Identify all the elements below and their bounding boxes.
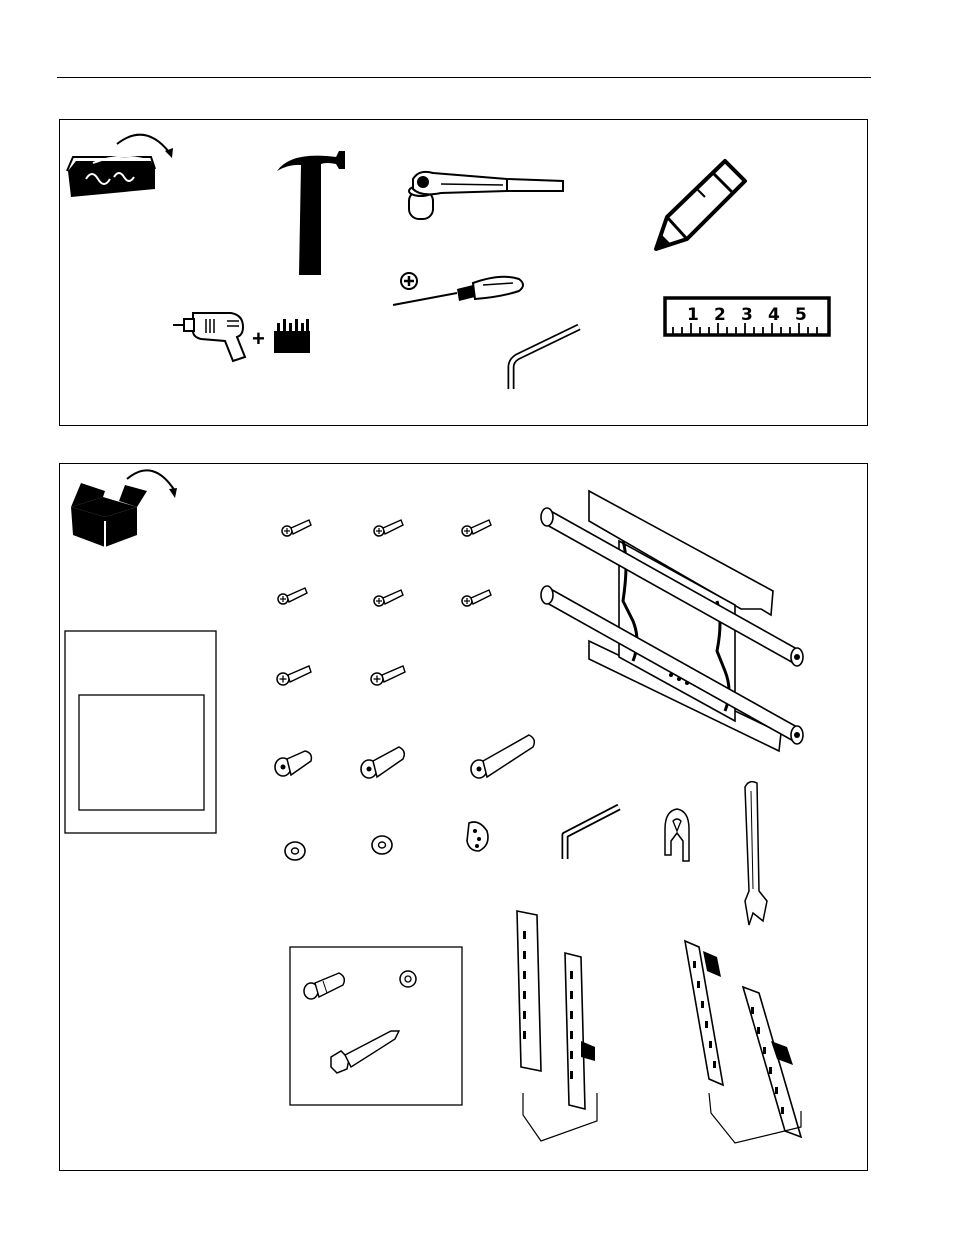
wall-plate-icon: [541, 491, 803, 751]
tape-measure-icon: [665, 298, 829, 335]
ruler-number-5: 5: [795, 305, 807, 325]
lock-tab-icon: [467, 822, 488, 851]
socket-bolt-icon: [275, 735, 534, 778]
pencil-icon: [656, 161, 745, 249]
large-screw-icon: [277, 666, 311, 685]
ruler-number-1: 1: [687, 305, 699, 325]
hammer-icon: [277, 151, 345, 275]
small-screw-icon: [282, 520, 311, 536]
ruler-number-3: 3: [741, 305, 753, 325]
instruction-sheet: [65, 631, 216, 833]
vertical-bracket-icon: [517, 911, 597, 1141]
small-screw-icon: [374, 520, 403, 536]
spacer-icon: [372, 836, 392, 854]
large-screw-icon: [371, 666, 405, 685]
hex-key-icon: [511, 327, 579, 389]
drill-icon: [173, 313, 245, 361]
tilt-bracket-icon: [685, 941, 801, 1143]
header-rule: [57, 77, 871, 78]
parts-included-panel: [59, 463, 868, 1171]
medium-screw-icon: [374, 590, 403, 606]
phillips-screwdriver-icon: [393, 273, 523, 305]
hex-key-icon: [565, 807, 619, 859]
lever-wrench-icon: [745, 782, 767, 925]
toolbox-icon: [67, 135, 173, 197]
ratchet-wrench-icon: [409, 172, 563, 219]
drill-bits-icon: [274, 319, 310, 353]
washer-icon: [400, 971, 416, 987]
ruler-number-2: 2: [714, 305, 726, 325]
tools-required-panel: [59, 119, 868, 426]
ruler-number-4: 4: [768, 305, 780, 325]
medium-screw-icon: [278, 588, 307, 604]
spacer-icon: [285, 842, 305, 860]
anchor-kit: [290, 947, 462, 1105]
clip-icon: [665, 809, 689, 861]
small-screw-icon: [462, 520, 491, 536]
medium-screw-icon: [462, 590, 491, 606]
open-box-icon: [71, 470, 177, 547]
plus-sign: +: [252, 326, 265, 351]
